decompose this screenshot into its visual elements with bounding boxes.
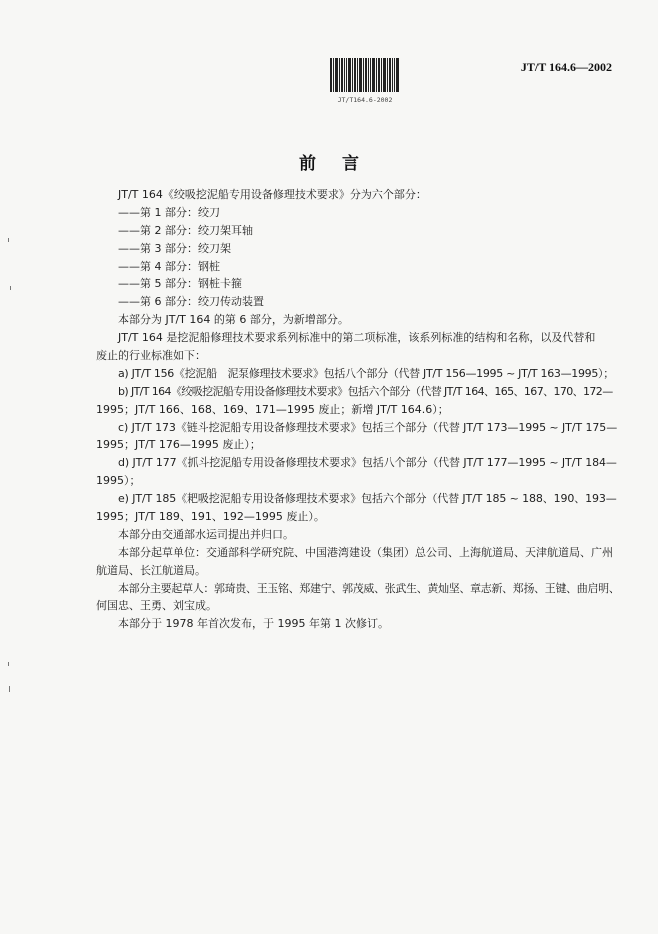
series-item-d-line-2: 1995）； (96, 474, 141, 488)
new-part-paragraph: 本部分为 JT/T 164 的第 6 部分，为新增部分。 (118, 313, 349, 327)
scan-mark (9, 686, 10, 692)
part-list-item: ——第 6 部分：绞刀传动装置 (118, 295, 264, 309)
series-item-c-line-1: c) JT/T 173《链斗挖泥船专用设备修理技术要求》包括三个部分（代替 JT/T 173—1995 ~ JT/T 175— (118, 420, 618, 434)
part-list-item: ——第 3 部分：绞刀架 (118, 241, 231, 255)
series-paragraph-line-2: 废止的行业标准如下： (96, 349, 206, 363)
series-item-c-line-2: 1995；JT/T 176—1995 废止）； (96, 438, 261, 452)
series-item-e-line-2: 1995；JT/T 189、191、192—1995 废止）。 (96, 510, 325, 524)
barcode (328, 56, 402, 108)
proposer-paragraph: 本部分由交通部水运司提出并归口。 (118, 527, 294, 541)
barcode-graphic (328, 56, 402, 94)
part-list-item: ——第 5 部分：钢桩卡箍 (118, 277, 242, 291)
drafting-units-line-2: 航道局、长江航道局。 (96, 563, 206, 577)
page-title (0, 149, 658, 174)
part-list-item: ——第 4 部分：钢桩 (118, 259, 220, 273)
drafters-line-2: 何国忠、王勇、刘宝成。 (96, 599, 217, 613)
series-paragraph-line-1: JT/T 164 是挖泥船修理技术要求系列标准中的第二项标准，该系列标准的结构和名称，以及代替和 (118, 331, 596, 345)
drafters-line-1: 本部分主要起草人：郭琦贵、王玉铭、郑建宁、郭茂威、张武生、黄灿坚、章志新、郑扬、王键、曲启明、 (118, 581, 620, 595)
scan-mark (8, 238, 9, 242)
part-list-item: ——第 2 部分：绞刀架耳轴 (118, 223, 253, 237)
title-char-1: 前 (299, 154, 316, 174)
standard-number: JT/T 164.6—2002 (520, 60, 612, 74)
drafting-units-line-1: 本部分起草单位：交通部科学研究院、中国港湾建设（集团）总公司、上海航道局、天津航道局、广州 (118, 545, 613, 559)
series-item-b-line-2: 1995；JT/T 166、168、169、171—1995 废止；新增 JT/T 164.6）； (96, 402, 449, 416)
title-char-2: 言 (342, 154, 359, 174)
series-item-a: a) JT/T 156《挖泥船 泥泵修理技术要求》包括八个部分（代替 JT/T 156—1995 ~ JT/T 163—1995）； (118, 366, 614, 380)
foreword-body (96, 186, 618, 633)
barcode-text: JT/T164.6-2002 (337, 96, 393, 104)
scan-mark (10, 286, 11, 290)
series-item-d-line-1: d) JT/T 177《抓斗挖泥船专用设备修理技术要求》包括八个部分（代替 JT/T 177—1995 ~ JT/T 184— (118, 456, 617, 470)
intro-paragraph: JT/T 164《绞吸挖泥船专用设备修理技术要求》分为六个部分： (118, 188, 427, 201)
series-item-e-line-1: e) JT/T 185《耙吸挖泥船专用设备修理技术要求》包括六个部分（代替 JT/T 185 ~ 188、190、193— (118, 492, 617, 506)
part-list-item: ——第 1 部分：绞刀 (118, 205, 220, 219)
series-item-b-line-1: b) JT/T 164《绞吸挖泥船专用设备修理技术要求》包括六个部分（代替 JT/T 164、165、167、170、172— (118, 384, 613, 398)
history-paragraph: 本部分于 1978 年首次发布，于 1995 年第 1 次修订。 (118, 617, 389, 631)
scan-mark (8, 662, 9, 666)
